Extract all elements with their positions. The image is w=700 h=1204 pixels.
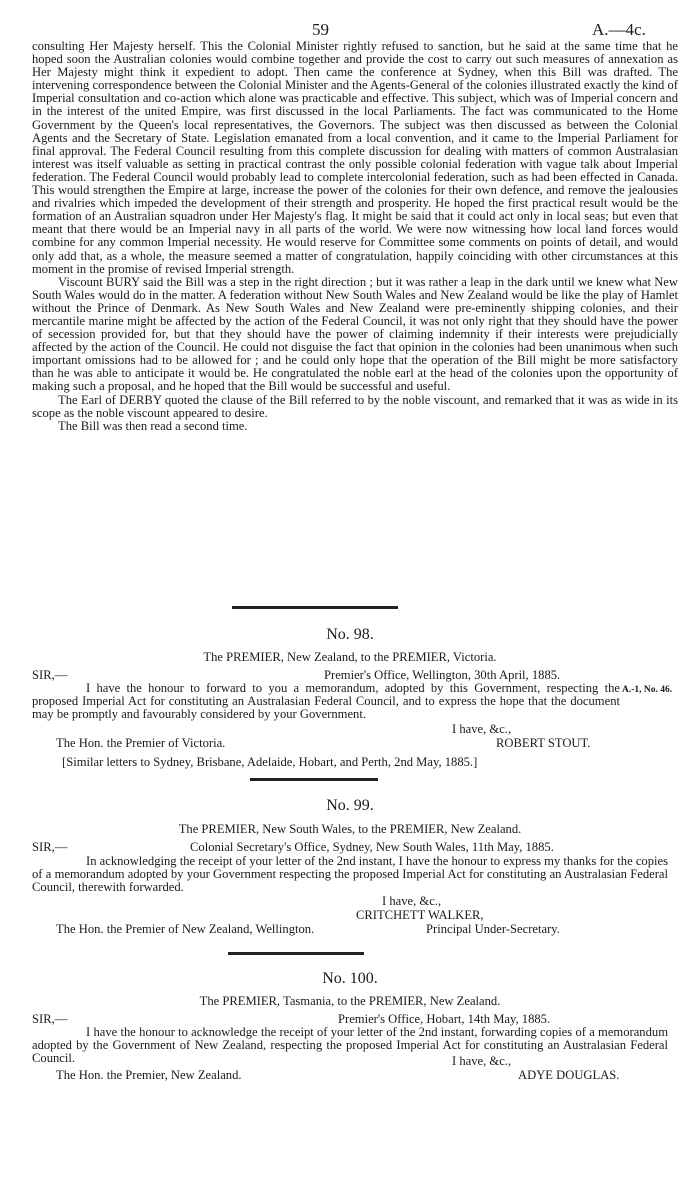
letter-signature: ADYE DOUGLAS. <box>518 1068 620 1082</box>
letter-heading: The PREMIER, New South Wales, to the PREMIER, New Zealand. <box>178 822 522 836</box>
debate-paragraph: The Bill was then read a second time. <box>58 418 248 433</box>
letter-note: [Similar letters to Sydney, Brisbane, Adelaide, Hobart, and Perth, 2nd May, 1885.] <box>62 755 478 769</box>
letter-body-text: I have the honour to forward to you a memorandum, adopted by this Government, respecting the proposed Imperial Act for constituting an Australasian Federal Council, and to express the hope that the document may be promptly and favourably considered by your Government. <box>32 681 620 722</box>
letter-signature: ROBERT STOUT. <box>496 736 591 750</box>
debate-text <box>32 40 678 433</box>
letter-signature-title: Principal Under-Secretary. <box>426 922 560 936</box>
section-divider <box>232 606 398 609</box>
letter-salutation: SIR,— <box>32 1012 68 1026</box>
letter-body-text: I have the honour to acknowledge the receipt of your letter of the 2nd instant, forwarding copies of a memorandum adopted by the Government of New Zealand, respecting the proposed Imperial Act for constituting an Australasian Federal Council. <box>32 1025 668 1066</box>
letter-addressee: The Hon. the Premier of Victoria. <box>56 736 226 750</box>
letter-body-text: In acknowledging the receipt of your letter of the 2nd instant, I have the honour to express my thanks for the copies of a memorandum adopted by your Government respecting the proposed Imperial Act for constituting an Australasian Federal Council, therewith forwarded. <box>32 854 668 895</box>
letter-body <box>32 855 668 894</box>
letter-place-date: Premier's Office, Wellington, 30th April, 1885. <box>324 668 561 682</box>
paper-reference: A.—4c. <box>592 20 646 39</box>
letter-number: No. 99. <box>326 797 374 814</box>
debate-paragraph: consulting Her Majesty herself. This the Colonial Minister rightly refused to sanction, but he said at the same time that he hoped soon the Australian colonies would combine together and provide the cost to carry out such measures of annexation as Her Majesty might think it expedient to adopt. Then came the conference at Sydney, when this Bill was drafted. The intervening correspondence between the Colonial Minister and the Agents-General of the colonies illustrated exactly the kind of Imperial consultation and co-action which alone was practicable and effective. This subject, which was of Imperial concern and in the interest of the united Empire, was first discussed in the local Parliaments. The fact was communicated to the Home Government by the Queen's local representatives, the Governors. The subject was then discussed as between the Colonial Agents and the Secretary of State. Legislation emanated from a local convention, and it came to the Imperial Parliament for final approval. The Federal Council resulting from this complete discussion for dealing with matters of common Australasian interest was itself valuable as setting in practical contrast the only possible colonial federation with vague talk about Imperial federation. The Federal Council would probably lead to complete intercolonial federation, such as had been effected in Canada. This would strengthen the Empire at large, increase the power of the colonies for their own defence, and remove the jealousies and rivalries which impeded the development of their strength and prosperity. He hoped the first practical result would be the formation of an Australian squadron under Her Majesty's flag. It might be said that it could act only in local seas; but even that meant that there would be an Imperial navy in all parts of the world. We were now witnessing how local land forces would combine for any common Imperial necessity. He would reserve for Committee some comments on points of detail, and would only add that, as a whole, the measure seemed a matter of congratulation, happily coinciding with other circumstances at this moment in the promise of revised Imperial strength. <box>32 39 678 276</box>
letter-body <box>32 1026 668 1065</box>
letter-place-date: Premier's Office, Hobart, 14th May, 1885. <box>338 1012 551 1026</box>
debate-paragraph: The Earl of DERBY quoted the clause of the Bill referred to by the noble viscount, and remarked that it was as wide in its scope as the noble viscount appeared to desire. <box>32 392 678 420</box>
letter-closing: I have, &c., <box>452 722 512 736</box>
letter-body <box>32 682 620 721</box>
letter-addressee: The Hon. the Premier, New Zealand. <box>56 1068 242 1082</box>
letter-heading: The PREMIER, New Zealand, to the PREMIER, Victoria. <box>203 650 497 664</box>
letter-closing: I have, &c., <box>382 894 442 908</box>
letter-signature: CRITCHETT WALKER, <box>356 908 484 922</box>
letter-addressee: The Hon. the Premier of New Zealand, Wellington. <box>56 922 315 936</box>
page-number: 59 <box>312 20 329 39</box>
letter-number: No. 100. <box>322 970 378 987</box>
letter-number: No. 98. <box>326 626 374 643</box>
margin-reference: A.-1, No. 46. <box>622 685 673 695</box>
debate-paragraph: Viscount BURY said the Bill was a step in the right direction ; but it was rather a leap in the dark until we knew what New South Wales would do in the matter. A federation without New South Wales and New Zealand would be like the play of Hamlet without the Prince of Denmark. As New South Wales and New Zealand were pre-eminently shipping colonies, and their mercantile marine might be affected by the action of the Federal Council, it was not only right that they should have the power of secession provided for, but that they should have the power of claiming indemnity if their interests were prejudicially affected by the action of the Council. He could not disguise the fact that opinion in the colonies had been unanimous when such important omissions had to be allowed for ; and he could only hope that the operation of the Bill might be more satisfactory than he was able to anticipate it would be. He congratulated the noble earl at the head of the colonies upon the opportunity of making such a proposal, and he hoped that the Bill would be successful and useful. <box>32 274 678 394</box>
letter-heading: The PREMIER, Tasmania, to the PREMIER, New Zealand. <box>199 994 501 1008</box>
letter-closing: I have, &c., <box>452 1054 512 1068</box>
section-divider <box>228 952 364 955</box>
section-divider <box>250 778 378 781</box>
letter-place-date: Colonial Secretary's Office, Sydney, New South Wales, 11th May, 1885. <box>190 840 554 854</box>
letter-salutation: SIR,— <box>32 840 68 854</box>
letter-salutation: SIR,— <box>32 668 68 682</box>
